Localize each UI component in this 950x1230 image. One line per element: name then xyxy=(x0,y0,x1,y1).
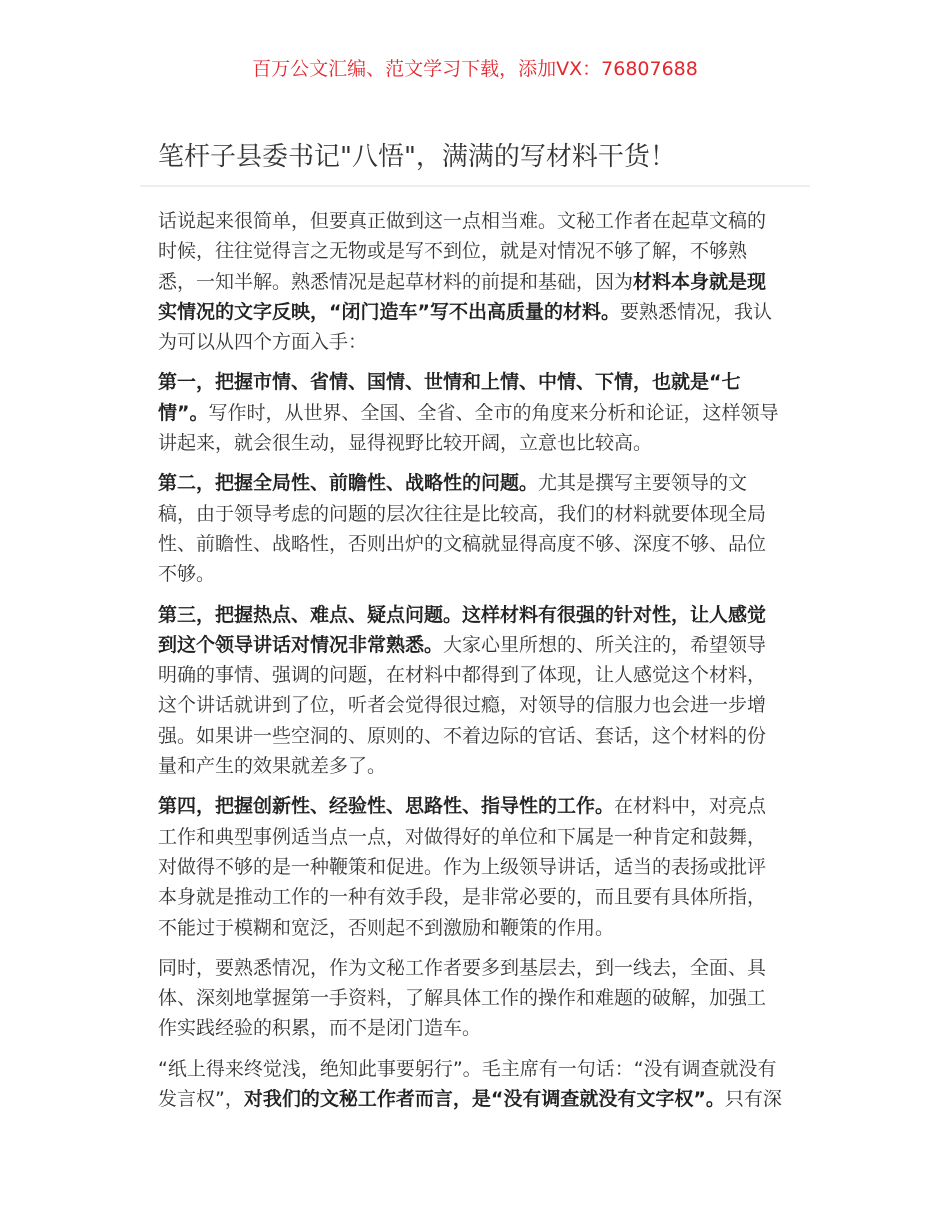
text: 不能过于模糊和宽泛，否则起不到激励和鞭策的作用。 xyxy=(158,916,615,939)
text: 明确的事情、强调的问题，在材料中都得到了体现，让人感觉这个材料， xyxy=(158,664,767,687)
text-line xyxy=(158,791,808,821)
promo-banner: 百万公文汇编、范文学习下载，添加VX：76807688 xyxy=(252,58,698,80)
text: 悉，一知半解。熟悉情况是起草材料的前提和基础，因为 xyxy=(158,270,634,293)
text: 不够。 xyxy=(158,563,216,586)
bold-text: 到这个领导讲话对情况非常熟悉。 xyxy=(158,633,444,656)
bold-text: 第二，把握全局性、前瞻性、战略性的问题。 xyxy=(158,472,539,495)
bold-text: 第一，把握市情、省情、国情、世情和上情、中情、下情，也就是“七 xyxy=(158,371,741,394)
text: 稿，由于领导考虑的问题的层次往往是比较高，我们的材料就要体现全局 xyxy=(158,502,767,525)
title-divider xyxy=(140,185,810,187)
paragraph xyxy=(158,791,808,942)
text: 本身就是推动工作的一种有效手段，是非常必要的，而且要有具体所指， xyxy=(158,886,767,909)
text-line xyxy=(158,751,808,781)
text-line xyxy=(158,499,808,529)
text-line xyxy=(158,721,808,751)
text: 强。如果讲一些空洞的、原则的、不着边际的官话、套话，这个材料的份 xyxy=(158,724,767,747)
text-line xyxy=(158,236,808,266)
text-line xyxy=(158,660,808,690)
paragraph xyxy=(158,953,808,1044)
paragraph xyxy=(158,468,808,589)
text-line xyxy=(158,529,808,559)
bold-text: 材料本身就是现 xyxy=(633,270,767,293)
text: 尤其是撰写主要领导的文 xyxy=(538,472,748,495)
paragraph xyxy=(158,367,808,458)
text: 发言权”， xyxy=(158,1088,244,1111)
text: 要熟悉情况，我认 xyxy=(619,300,772,323)
article-title: 笔杆子县委书记"八悟"，满满的写材料干货！ xyxy=(158,142,676,172)
text: 为可以从四个方面入手： xyxy=(158,331,368,354)
text-line xyxy=(158,327,808,357)
bold-text: 对我们的文秘工作者而言，是“没有调查就没有文字权”。 xyxy=(243,1088,725,1111)
text: 在材料中，对亮点 xyxy=(614,795,767,818)
text: 只有深 xyxy=(724,1088,782,1111)
text-line xyxy=(158,953,808,983)
text-line xyxy=(158,882,808,912)
text: 性、前瞻性、战略性，否则出炉的文稿就显得高度不够、深度不够、品位 xyxy=(158,532,767,555)
text-line xyxy=(158,267,808,297)
text-line xyxy=(158,367,808,397)
text: 这个讲话就讲到了位，听者会觉得很过瘾，对领导的信服力也会进一步增 xyxy=(158,694,767,717)
article-body xyxy=(158,206,808,1124)
text: “纸上得来终觉浅，绝知此事要躬行”。毛主席有一句话：“没有调查就没有 xyxy=(158,1057,777,1080)
bold-text: 第四，把握创新性、经验性、思路性、指导性的工作。 xyxy=(158,795,615,818)
text-line xyxy=(158,398,808,428)
text-line xyxy=(158,630,808,660)
text: 量和产生的效果就差多了。 xyxy=(158,755,387,778)
text: 写作时，从世界、全国、全省、全市的角度来分析和论证，这样领导 xyxy=(208,401,779,424)
paragraph xyxy=(158,206,808,357)
text-line xyxy=(158,297,808,327)
text: 时候，往往觉得言之无物或是写不到位，就是对情况不够了解，不够熟 xyxy=(158,240,748,263)
text-line xyxy=(158,468,808,498)
paragraph xyxy=(158,1054,808,1115)
text: 同时，要熟悉情况，作为文秘工作者要多到基层去，到一线去，全面、具 xyxy=(158,956,767,979)
text: 话说起来很简单，但要真正做到这一点相当难。文秘工作者在起草文稿的 xyxy=(158,210,767,232)
text: 大家心里所想的、所关注的，希望领导 xyxy=(443,633,767,656)
text-line xyxy=(158,690,808,720)
text-line xyxy=(158,600,808,630)
bold-text: 实情况的文字反映，“闭门造车”写不出高质量的材料。 xyxy=(158,300,620,323)
text-line xyxy=(158,983,808,1013)
text: 作实践经验的积累，而不是闭门造车。 xyxy=(158,1017,482,1040)
text-line xyxy=(158,1013,808,1043)
text: 体、深刻地掌握第一手资料，了解具体工作的操作和难题的破解，加强工 xyxy=(158,987,767,1010)
text-line xyxy=(158,559,808,589)
text-line xyxy=(158,1084,808,1114)
text: 工作和典型事例适当点一点，对做得好的单位和下属是一种肯定和鼓舞， xyxy=(158,825,767,848)
bold-text: 情”。 xyxy=(158,401,209,424)
text-line xyxy=(158,852,808,882)
text-line xyxy=(158,822,808,852)
paragraph xyxy=(158,600,808,782)
text: 对做得不够的是一种鞭策和促进。作为上级领导讲话，适当的表扬或批评 xyxy=(158,855,767,878)
text-line xyxy=(158,206,808,236)
bold-text: 第三，把握热点、难点、疑点问题。这样材料有很强的针对性，让人感觉 xyxy=(158,603,767,626)
text: 讲起来，就会很生动，显得视野比较开阔，立意也比较高。 xyxy=(158,432,653,455)
text-line xyxy=(158,1054,808,1084)
text-line xyxy=(158,913,808,943)
text-line xyxy=(158,428,808,458)
